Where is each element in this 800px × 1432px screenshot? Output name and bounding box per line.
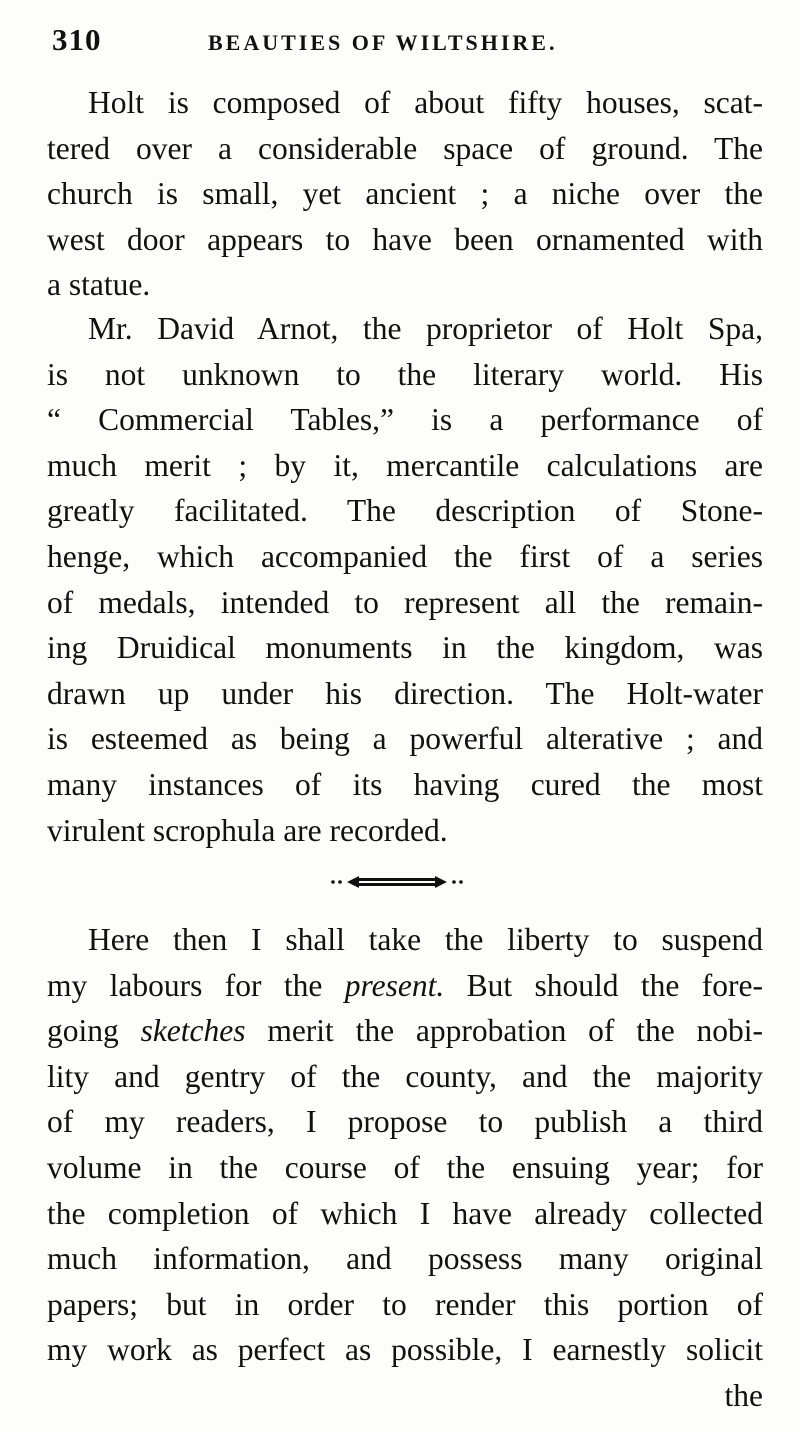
running-title: BEAUTIES OF WILTSHIRE. — [208, 30, 558, 55]
text-line: much merit ; by it, mercantile calculations are — [47, 447, 763, 483]
text-run: my labours for the — [47, 967, 345, 1003]
text-line: of my readers, I propose to publish a third — [47, 1104, 763, 1140]
text-line — [47, 1008, 763, 1054]
running-head — [48, 22, 760, 66]
text-line: a statue. — [47, 267, 151, 303]
text-line: Here then I shall take the liberty to suspend — [88, 922, 763, 957]
text-line: church is small, yet ancient ; a niche over the — [47, 176, 763, 212]
text-line: west door appears to have been ornamented with — [47, 221, 763, 257]
text-line: “ Commercial Tables,” is a performance of — [47, 402, 763, 438]
text-line: is not unknown to the literary world. His — [47, 356, 763, 392]
italic-word: present. — [344, 967, 445, 1003]
paragraph-holt — [47, 80, 763, 308]
section-divider-ornament — [325, 872, 470, 892]
text-line: lity and gentry of the county, and the majority — [47, 1058, 763, 1094]
text-line: greatly facilitated. The description of Stone- — [47, 493, 763, 529]
paragraph-conclusion — [47, 917, 763, 1419]
text-line: ing Druidical monuments in the kingdom, was — [47, 630, 763, 666]
text-line: much information, and possess many original — [47, 1241, 763, 1277]
paragraph-arnot — [47, 306, 763, 853]
text-line: henge, which accompanied the first of a series — [47, 538, 763, 574]
text-line: my work as perfect as possible, I earnestly solicit — [47, 1332, 763, 1368]
text-line: is esteemed as being a powerful alterative ; and — [47, 721, 763, 757]
text-run: merit the approbation of the nobi- — [245, 1013, 763, 1049]
page-number: 310 — [52, 22, 102, 57]
text-line: of medals, intended to represent all the remain- — [47, 584, 763, 620]
text-line: volume in the course of the ensuing year; for — [47, 1149, 763, 1185]
text-line: drawn up under his direction. The Holt-water — [47, 675, 763, 711]
text-line: papers; but in order to render this portion of — [47, 1286, 763, 1322]
text-line: tered over a considerable space of ground. The — [47, 130, 763, 166]
text-line: the completion of which I have already collected — [47, 1195, 763, 1231]
text-line: Mr. David Arnot, the proprietor of Holt Spa, — [88, 311, 763, 346]
text-run: But should the fore- — [444, 967, 763, 1003]
catchword: the — [724, 1377, 763, 1413]
text-run: going — [47, 1013, 141, 1049]
text-line: virulent scrophula are recorded. — [47, 812, 448, 848]
text-line: many instances of its having cured the most — [47, 766, 763, 802]
text-line: Holt is composed of about fifty houses, scat- — [88, 85, 763, 120]
italic-word: sketches — [140, 1013, 246, 1049]
text-line — [47, 963, 763, 1009]
